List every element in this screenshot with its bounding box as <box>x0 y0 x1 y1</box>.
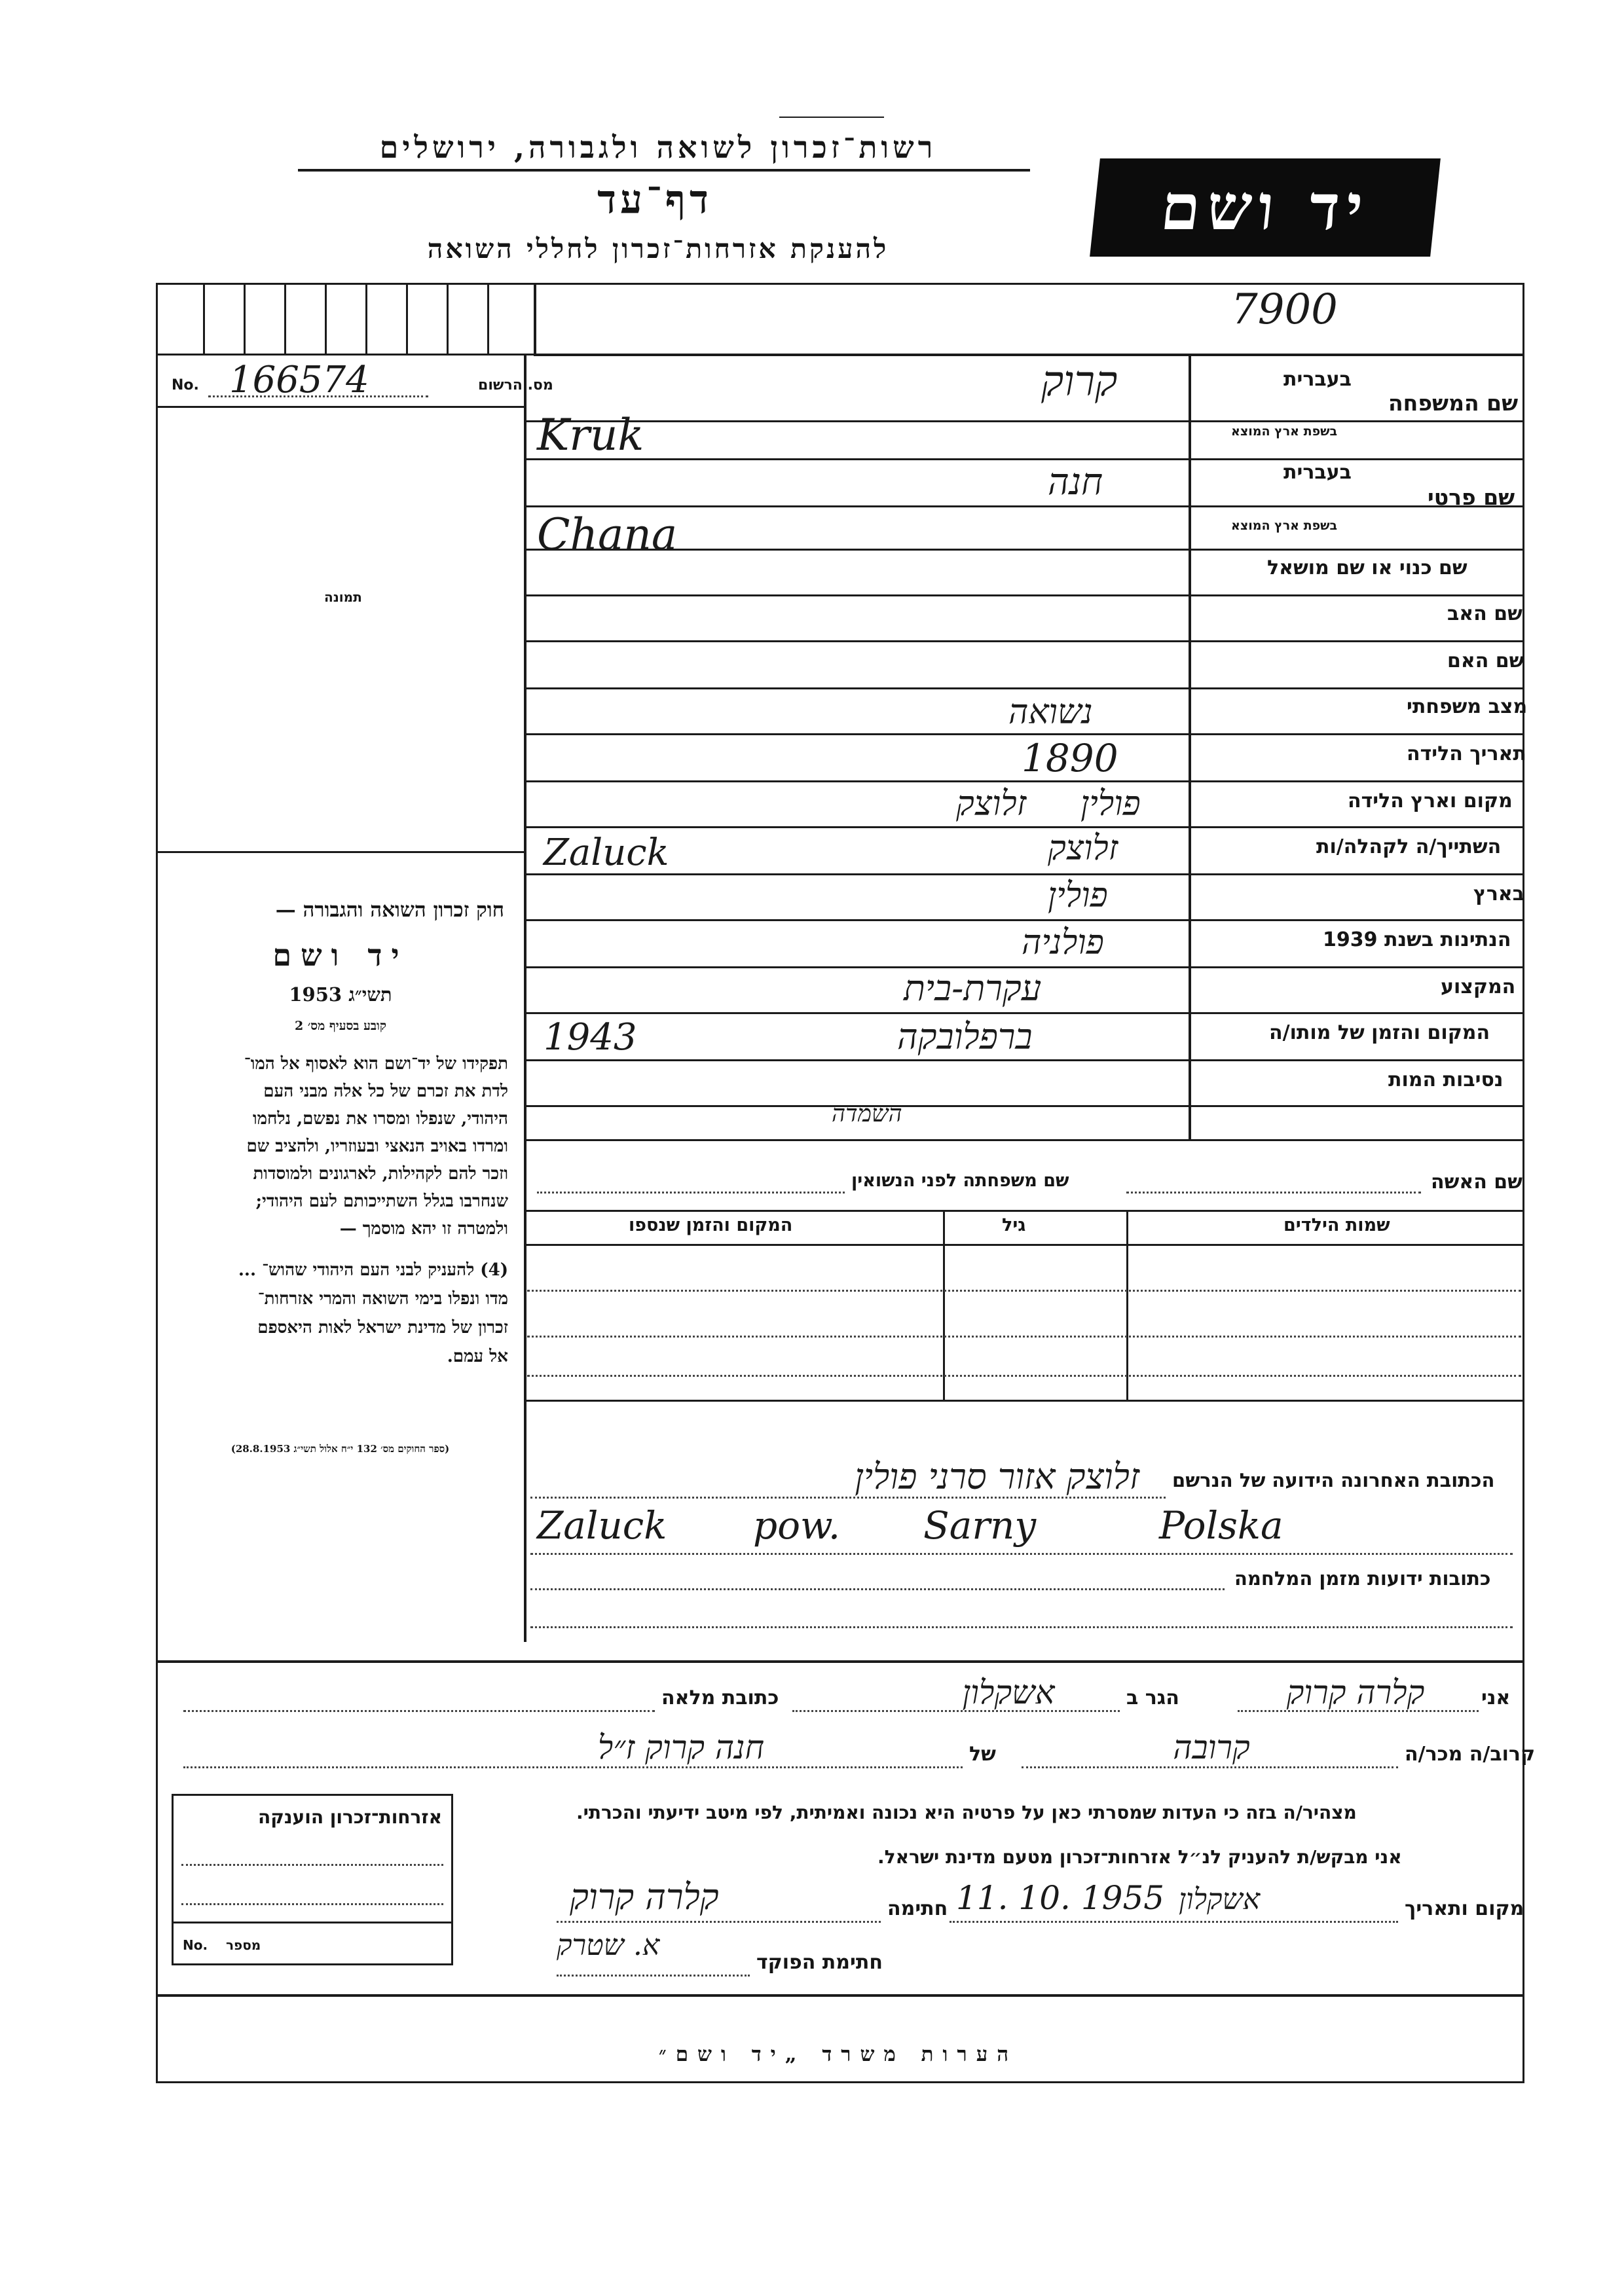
photo-label: תמונה <box>324 589 362 605</box>
last-address-line-2 <box>530 1553 1513 1555</box>
children-col-divider <box>1126 1210 1128 1400</box>
community-hebrew: זלוצק <box>1048 829 1118 868</box>
last-address-county: Sarny <box>923 1503 1037 1548</box>
label-clerk-signature: חתימת הפוקד <box>756 1951 883 1974</box>
label-origin-language: בשפת ארץ המוצא <box>1231 424 1338 439</box>
row-line <box>524 1012 1524 1014</box>
label-age: גיל <box>1002 1215 1026 1235</box>
registration-no-label: No. <box>172 377 199 393</box>
relation-of-line <box>183 1766 963 1768</box>
citizenship-box-title: אזרחות־זכרון הוענקה <box>258 1806 442 1828</box>
label-birth-place: מקום וארץ הלידה <box>1348 790 1513 812</box>
top-strip-divider <box>534 283 536 354</box>
declaration-statement-2: אני מבקש/ת להעניק לנ״ל אזרחות־זכרון מטעם מדינת ישראל. <box>877 1846 1402 1868</box>
law-paragraph-line: לדת את זכרם של כל אלה מבני העם <box>263 1082 508 1101</box>
citizenship-box-divider <box>174 1922 451 1923</box>
label-children-names: שמות הילדים <box>1283 1215 1390 1235</box>
authority-underline <box>298 169 1030 172</box>
law-clause-line: זכרון של מדינת ישראל לאות היאספם <box>257 1318 508 1338</box>
label-mother: שם האם <box>1447 649 1524 672</box>
children-table-bottom <box>524 1400 1524 1402</box>
label-country: בארץ <box>1473 883 1525 905</box>
last-address-country: Polska <box>1159 1503 1283 1548</box>
row-line <box>524 873 1524 875</box>
row-line <box>524 458 1524 460</box>
row-line <box>524 640 1524 642</box>
children-row-line <box>527 1336 1521 1338</box>
label-resides-in: הגר ב <box>1126 1686 1179 1709</box>
country: פולין <box>1048 876 1108 915</box>
label-wife-maiden: שם משפחתה לפני הנשואין <box>851 1171 1069 1191</box>
declarant-signature: קלרה קרוק <box>570 1876 719 1918</box>
details-section-bottom <box>156 1660 1524 1663</box>
marital-status: נשואה <box>1008 693 1093 732</box>
signature-line <box>557 1921 881 1923</box>
residence: אשקלון <box>962 1673 1055 1711</box>
row-line <box>524 919 1524 921</box>
law-citation: (ספר החוקים מס׳ 132 י״ח אלול תשי״ג 28.8.1953) <box>231 1443 450 1455</box>
row-line <box>524 826 1524 828</box>
children-row-line <box>527 1290 1521 1292</box>
label-birth-date: תאריך הלידה <box>1407 742 1526 765</box>
label-marital: מצב משפחתי <box>1407 695 1528 718</box>
row-line <box>524 687 1524 689</box>
law-paragraph-line: שנחרבו בגלל השתייכותם לעם היהודי; <box>255 1192 508 1211</box>
record-number: 7900 <box>1231 285 1338 334</box>
box-cell <box>487 283 489 354</box>
form-title: דף־עד <box>597 177 712 223</box>
law-year: תשי״ג 1953 <box>289 983 392 1006</box>
label-first-name: שם פרטי <box>1428 484 1515 510</box>
birth-year: 1890 <box>1022 736 1118 780</box>
label-nickname: שם כנוי או שם מושאל <box>1267 556 1467 579</box>
box-cell <box>325 283 327 354</box>
war-address-line-2 <box>530 1626 1513 1628</box>
label-children-death: המקום והזמן שנספו <box>629 1215 793 1235</box>
wife-line <box>1126 1192 1421 1194</box>
birth-town: זלוצק <box>956 784 1027 824</box>
row-line <box>524 420 1524 422</box>
law-clause-line: מדו ונפלו בימי השואה והמרי אזרחות־ <box>257 1289 508 1309</box>
row-line <box>524 594 1524 596</box>
community-latin: Zaluck <box>544 831 669 874</box>
box-cell <box>284 283 286 354</box>
relation-line <box>1022 1766 1398 1768</box>
wife-row-bottom <box>524 1210 1524 1212</box>
relation: קרובה <box>1173 1728 1250 1766</box>
box-cell <box>406 283 408 354</box>
citizenship-box-line <box>181 1864 443 1866</box>
first-name-hebrew: חנה <box>1048 461 1103 503</box>
family-name-hebrew: קרוק <box>1041 357 1118 406</box>
law-paragraph-line: ומרדו באויב הנאצי ובעוזריו, ולהציב שם <box>246 1137 508 1156</box>
law-title: יד ושם <box>272 938 409 973</box>
war-address-line <box>530 1588 1225 1590</box>
full-address-line <box>183 1710 655 1712</box>
label-father: שם האב <box>1447 602 1522 625</box>
law-paragraph-line: היהודי, שנפלו ומסרו את נפשם, נלחמו <box>252 1109 508 1129</box>
yad-vashem-logo <box>1090 158 1441 257</box>
box-cell <box>365 283 367 354</box>
citizenship-number-label: מספר <box>226 1937 261 1953</box>
label-wife: שם האשה <box>1431 1171 1522 1194</box>
notes-top-rule <box>156 1994 1524 1997</box>
label-last-address: הכתובת האחרונה הידועה של הנרשם <box>1172 1469 1495 1491</box>
declaration-statement-1: מצהיר/ה בזה כי העדות שמסרתי כאן על פרטיה היא נכונה ואמיתית, לפי מיטב ידיעתי והכרתי. <box>576 1802 1357 1823</box>
registration-label: מס. הרשום <box>478 377 553 393</box>
wife-maiden-line <box>537 1192 845 1194</box>
clerk-signature-line <box>557 1975 750 1977</box>
last-address-line <box>530 1497 1166 1499</box>
row-line <box>524 1105 1524 1107</box>
birth-country: פולין <box>1080 784 1141 824</box>
clerk-signature: א. שטרק <box>557 1929 660 1962</box>
label-death-cause: נסיבות המות <box>1388 1068 1504 1091</box>
label-profession: המקצוע <box>1441 975 1516 998</box>
last-address-town: Zaluck <box>537 1503 667 1548</box>
box-cell <box>244 283 246 354</box>
authority-name: רשות־זכרון לשואה ולגבורה, ירושלים <box>379 130 937 165</box>
children-row-line <box>527 1375 1521 1377</box>
label-community: השתייך/ה לקהלה/ות <box>1316 835 1502 858</box>
row-line <box>524 1139 1524 1141</box>
top-boxes-bottom <box>156 354 534 355</box>
office-notes-label: הערות משרד „יד ושם״ <box>658 2043 1018 2066</box>
top-strip-bottom <box>534 354 1524 356</box>
first-name-origin: Chana <box>537 509 678 560</box>
box-cell <box>203 283 205 354</box>
label-origin-language: בשפת ארץ המוצא <box>1231 519 1338 533</box>
label-in-hebrew: בעברית <box>1283 368 1352 391</box>
label-i: אני <box>1481 1686 1511 1709</box>
law-clause-line: אל עמם. <box>447 1347 508 1366</box>
row-line <box>524 780 1524 782</box>
citizenship-box-line <box>181 1903 443 1905</box>
place-date-line <box>950 1921 1398 1923</box>
death-year: 1943 <box>544 1016 637 1059</box>
label-signature: חתימה <box>887 1897 948 1920</box>
children-col-divider <box>943 1210 945 1400</box>
death-place: ברפלובקה <box>897 1016 1033 1057</box>
declaration-date: 11. 10. 1955 <box>956 1879 1165 1917</box>
label-relation: קרוב/ה מכר/ה <box>1405 1743 1536 1766</box>
relation-of: חנה קרוק ז״ל <box>597 1728 765 1766</box>
label-citizenship: הנתינות בשנת 1939 <box>1323 928 1511 951</box>
law-paragraph-line: ולמטרה זו יהא מוסמך — <box>339 1219 508 1239</box>
citizenship-box <box>172 1794 453 1965</box>
label-place-date: מקום ותאריך <box>1405 1897 1524 1920</box>
left-column-divider <box>524 354 526 1642</box>
death-cause: השמדה <box>832 1101 902 1127</box>
law-paragraph <box>169 1050 508 1371</box>
law-paragraph-line: תפקידו של יד־ושם הוא לאסוף אל המו־ <box>244 1054 508 1074</box>
label-family-name: שם המשפחה <box>1388 390 1519 416</box>
label-death-place: המקום והזמן של מותו/ה <box>1269 1021 1490 1044</box>
profession: עקרת-בית <box>904 968 1042 1009</box>
header-top-rule <box>779 117 884 118</box>
declaration-place: אשקלון <box>1179 1883 1261 1916</box>
citizenship-no-label: No. <box>183 1937 208 1953</box>
row-line <box>524 1059 1524 1061</box>
registration-number: 166574 <box>229 359 369 401</box>
family-name-origin: Kruk <box>537 410 644 460</box>
photo-bottom <box>156 851 524 853</box>
row-line <box>524 505 1524 507</box>
logo-text: יד ושם <box>1157 170 1373 244</box>
declarant-name: קלרה קרוק <box>1286 1673 1425 1711</box>
label-column-divider <box>1189 354 1191 1139</box>
form-subtitle: להענקת אזרחות־זכרון לחללי השואה <box>427 233 889 264</box>
law-paragraph-line: וזכר להם לקהילות, לארגונים ולמוסדות <box>253 1164 508 1184</box>
label-full-address: כתובת מלאה <box>661 1686 779 1709</box>
law-heading: חוק זכרון השואה והגבורה — <box>275 898 504 922</box>
box-cell <box>447 283 449 354</box>
label-in-hebrew: בעברית <box>1283 461 1352 484</box>
citizenship-1939: פולניה <box>1022 923 1104 962</box>
law-clause-line: (4) להעניק לבני העם היהודי שהוש־ ... <box>238 1260 508 1280</box>
label-of: של <box>969 1743 996 1766</box>
label-war-addresses: כתובות ידועות מזמן המלחמה <box>1234 1567 1491 1590</box>
registration-bottom <box>156 406 524 408</box>
last-address-county-abbrev: pow. <box>753 1503 841 1548</box>
law-section: קובע בסעיף מס׳ 2 <box>294 1019 387 1033</box>
children-header-bottom <box>524 1244 1524 1246</box>
row-line <box>524 733 1524 735</box>
last-address-hebrew: זלוצק אזור סרני פולין <box>855 1456 1139 1497</box>
